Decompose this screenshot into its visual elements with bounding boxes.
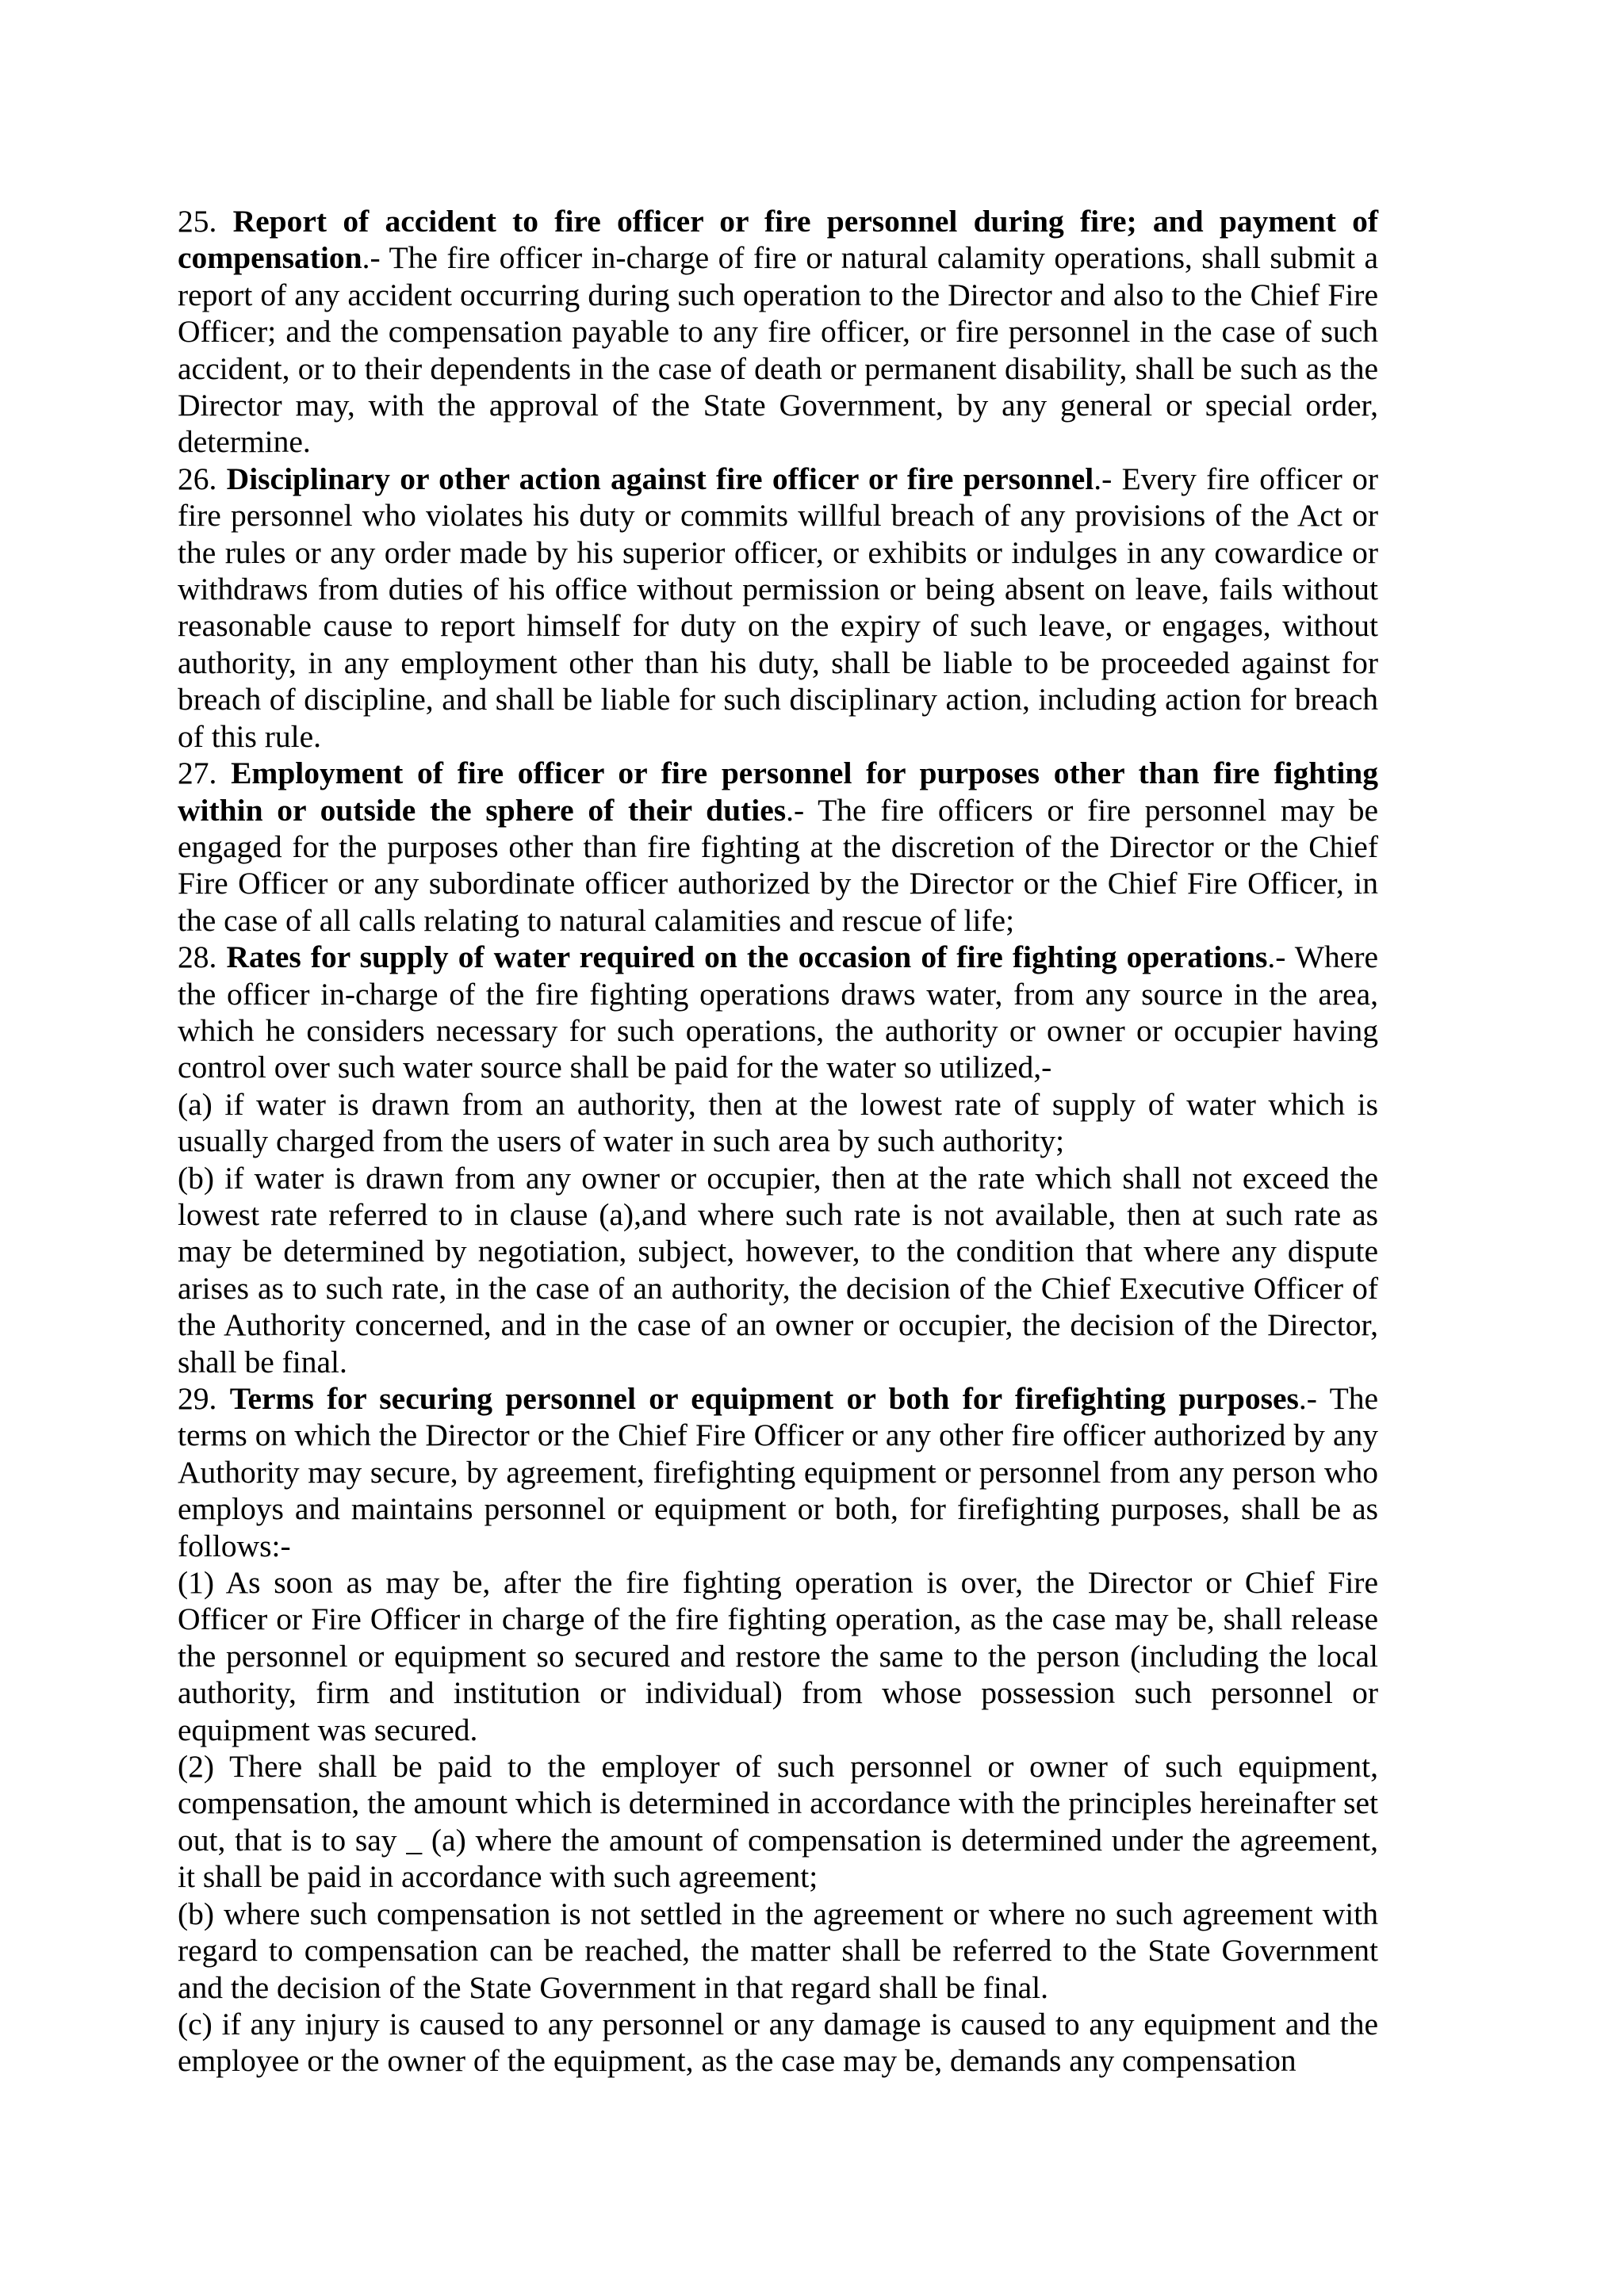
section-number: 25. [178, 204, 233, 239]
clause-29-2-b [178, 1896, 1378, 2006]
section-heading: Employment of fire officer or fire personnel for purposes other than fire fighting within or outside the sphere of their duties [178, 756, 1379, 828]
section-heading: Terms for securing personnel or equipment or both for firefighting purposes [229, 1381, 1299, 1416]
section-body: .- Where the officer in-charge of the fire fighting operations draws water, from any source in the area, which he considers necessary for such operations, the authority or owner or occupier having control over such water source shall be paid for the water so utilized,- [178, 939, 1379, 1085]
section-body: .- The terms on which the Director or the Chief Fire Officer or any other fire officer authorized by any Authority may secure, by agreement, firefighting equipment or personnel from any person who employs and maintains personnel or equipment or both, for firefighting purposes, shall be as follows:- [178, 1381, 1378, 1563]
clause-text: (1) As soon as may be, after the fire fighting operation is over, the Director or Chief Fire Officer or Fire Officer in charge of the fire fighting operation, as the case may be, shall release the personnel or equipment so secured and restore the same to the person (including the local authority, firm and institution or individual) from whose possession such personnel or equipment was secured. [178, 1565, 1378, 1747]
section-number: 27. [178, 756, 232, 791]
document-page [178, 203, 1378, 2080]
clause-text: (c) if any injury is caused to any personnel or any damage is caused to any equipment and the employee or the owner of the equipment, as the case may be, demands any compensation [178, 2006, 1378, 2079]
section-number: 29. [178, 1381, 230, 1416]
clause-28-b [178, 1160, 1378, 1380]
section-25 [178, 203, 1378, 461]
clause-29-1 [178, 1564, 1378, 1748]
clause-28-a [178, 1086, 1378, 1160]
clause-29-2-c [178, 2006, 1378, 2080]
clause-text: (b) if water is drawn from any owner or occupier, then at the rate which shall not exceed the lowest rate referred to in clause (a),and where such rate is not available, then at such rate as may be determined by negotiation, subject, however, to the condition that where any dispute arises as to such rate, in the case of an authority, the decision of the Chief Executive Officer of the Authority concerned, and in the case of an owner or occupier, the decision of the Director, shall be final. [178, 1160, 1378, 1380]
clause-text: (a) if water is drawn from an authority, then at the lowest rate of supply of water which is usually charged from the users of water in such area by such authority; [178, 1086, 1378, 1159]
section-body: .- Every fire officer or fire personnel who violates his duty or commits willful breach of any provisions of the Act or the rules or any order made by his superior officer, or exhibits or indulges in any cowardice or withdraws from duties of his office without permission or being absent on leave, fails without reasonable cause to report himself for duty on the expiry of such leave, or engages, without authority, in any employment other than his duty, shall be liable to be proceeded against for breach of discipline, and shall be liable for such disciplinary action, including action for breach of this rule. [178, 461, 1379, 754]
section-29 [178, 1380, 1378, 1564]
clause-text: (b) where such compensation is not settled in the agreement or where no such agreement with regard to compensation can be reached, the matter shall be referred to the State Government and the decision of the State Government in that regard shall be final. [178, 1896, 1378, 2005]
section-number: 28. [178, 939, 227, 975]
clause-29-2 [178, 1748, 1378, 1896]
section-heading: Rates for supply of water required on the occasion of fire fighting operations [226, 939, 1268, 975]
clause-text: (2) There shall be paid to the employer of such personnel or owner of such equipment, compensation, the amount which is determined in accordance with the principles hereinafter set out, that is to say _ (a) where the amount of compensation is determined under the agreement, it shall be paid in accordance with such agreement; [178, 1749, 1378, 1895]
section-body: .- The fire officer in-charge of fire or natural calamity operations, shall submit a report of any accident occurring during such operation to the Director and also to the Chief Fire Officer; and the compensation payable to any fire officer, or fire personnel in the case of such accident, or to their dependents in the case of death or permanent disability, shall be such as the Director may, with the approval of the State Government, by any general or special order, determine. [178, 240, 1378, 460]
section-27 [178, 755, 1378, 939]
section-body: .- The fire officers or fire personnel may be engaged for the purposes other than fire fighting at the discretion of the Director or the Chief Fire Officer or any subordinate officer authorized by the Director or the Chief Fire Officer, in the case of all calls relating to natural calamities and rescue of life; [178, 792, 1378, 938]
section-heading: Report of accident to fire officer or fire personnel during fire; and payment of compensation [178, 204, 1378, 276]
section-26 [178, 461, 1378, 755]
section-number: 26. [178, 461, 227, 496]
section-heading: Disciplinary or other action against fire officer or fire personnel [226, 461, 1094, 496]
section-28 [178, 939, 1378, 1086]
